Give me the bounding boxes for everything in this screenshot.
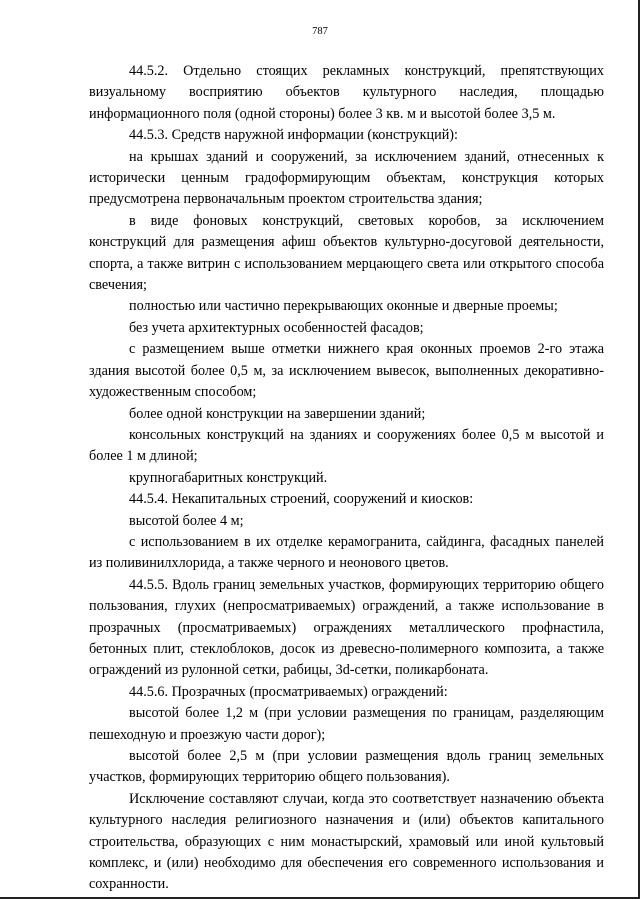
paragraph-facade-features: без учета архитектурных особенностей фасадов;: [129, 319, 424, 336]
paragraph-building-top: более одной конструкции на завершении зданий;: [129, 405, 426, 422]
paragraph-console-constructions: консольных конструкций на зданиях и сооружениях более 0,5 м высотой и более 1 м длиной;: [89, 426, 604, 465]
paragraph-height-4m: высотой более 4 м;: [129, 512, 244, 529]
paragraph-height-1-2m: высотой более 1,2 м (при условии размещения по границам, разделяющим пешеходную и проезжую части дорог);: [89, 705, 604, 743]
paragraph-44-5-3: 44.5.3. Средств наружной информации (конструкций):: [129, 127, 458, 144]
paragraph-large-constructions: крупногабаритных конструкций.: [129, 469, 328, 486]
paragraph-window-openings: полностью или частично перекрывающих оконные и дверные проемы;: [129, 298, 558, 315]
document-body: [89, 61, 604, 896]
paragraph-roofs: на крышах зданий и сооружений, за исключением зданий, отнесенных к исторически ценным градоформирующим объектам, конструкция которых предусмотрена первоначальным проектом строительства здания;: [89, 148, 604, 208]
paragraph-height-2-5m: высотой более 2,5 м (при условии размещения вдоль границ земельных участков, формирующих территорию общего пользования).: [89, 748, 604, 786]
paragraph-44-5-2: 44.5.2. Отдельно стоящих рекламных конструкций, препятствующих визуальному восприятию объектов культурного наследия, площадью информационного поля (одной стороны) более 3 кв. м и высотой более 3,5 м.: [89, 63, 604, 122]
paragraph-44-5-6: 44.5.6. Прозрачных (просматриваемых) ограждений:: [129, 683, 448, 700]
page-number: 787: [312, 26, 328, 37]
paragraph-second-floor: с размещением выше отметки нижнего края оконных проемов 2-го этажа здания высотой более 0,5 м, за исключением вывесок, выполненных декоративно-художественным способом;: [89, 341, 604, 401]
paragraph-44-5-5: 44.5.5. Вдоль границ земельных участков, формирующих территорию общего пользования, глухих (непросматриваемых) ограждений, а также использование в прозрачных (просматриваемых) ограждениях металлического профнастила, бетонных плит, стеклоблоков, досок из древесно-полимерного композита, а также ограждений из рулонной сетки, рабицы, 3d-сетки, поликарбоната.: [89, 576, 604, 679]
paragraph-exception: Исключение составляют случаи, когда это соответствует назначению объекта культурного наследия религиозного назначения и (или) объектов капитального строительства, образующих с ним монастырский, храмовый или иной культовый комплекс, и (или) необходимо для обеспечения его современного использования и сохранности.: [89, 790, 604, 893]
paragraph-44-5-4: 44.5.4. Некапитальных строений, сооружений и киосков:: [129, 491, 474, 508]
paragraph-background-constructions: в виде фоновых конструкций, световых коробов, за исключением конструкций для размещения афиш объектов культурно-досуговой деятельности, спорта, а также витрин с использованием мерцающего света или открытого способа свечения;: [89, 212, 604, 294]
paragraph-finishing-materials: с использованием в их отделке керамогранита, сайдинга, фасадных панелей из поливинилхлорида, а также черного и неонового цветов.: [89, 533, 604, 572]
